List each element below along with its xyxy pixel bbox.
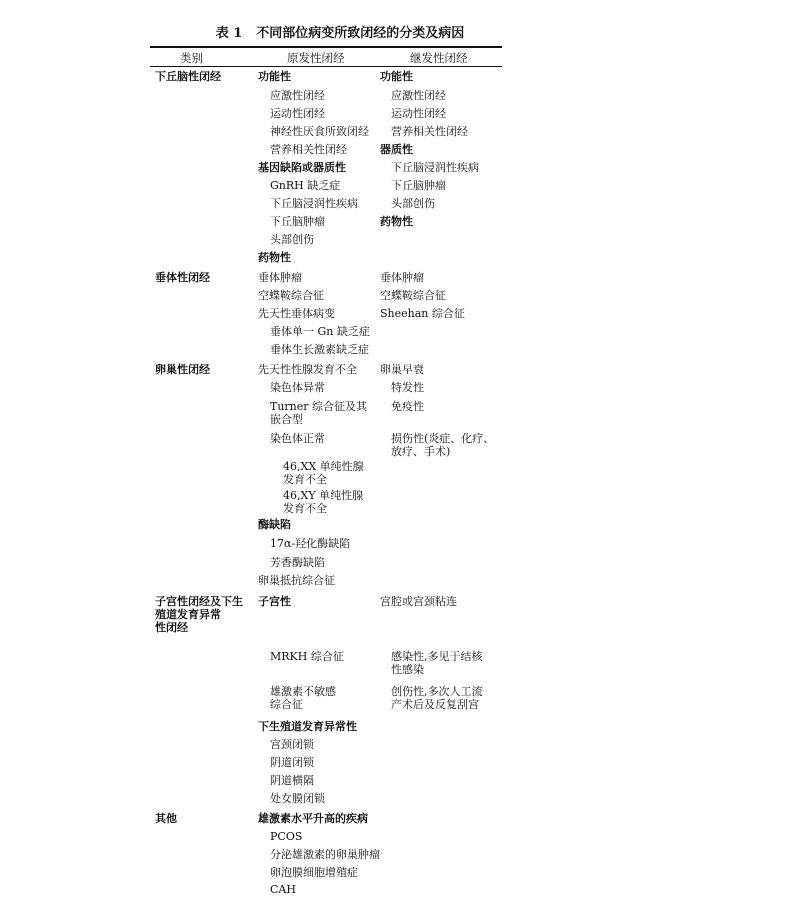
primary-cell: 宫颈闭锁 (270, 738, 314, 751)
primary-cell: 垂体肿瘤 (258, 271, 302, 284)
secondary-cell: 药物性 (380, 215, 413, 228)
primary-cell: 先天性垂体病变 (258, 307, 335, 320)
table-number: 表 1 (215, 26, 243, 41)
table-title (0, 22, 680, 41)
primary-cell: 分泌雄激素的卵巢肿瘤 (270, 848, 380, 861)
secondary-cell: 下丘脑浸润性疾病 (391, 161, 479, 174)
primary-cell: 功能性 (258, 70, 291, 83)
primary-cell: MRKH 综合征 (270, 650, 344, 663)
table-caption: 不同部位病变所致闭经的分类及病因 (256, 26, 465, 41)
primary-cell: 雄激素水平升高的疾病 (258, 812, 368, 825)
primary-cell: 运动性闭经 (270, 107, 325, 120)
secondary-cell: 损伤性(炎症、化疗、 放疗、手术) (391, 432, 495, 458)
primary-cell: 应激性闭经 (270, 89, 325, 102)
primary-cell: 芳香酶缺陷 (270, 556, 325, 569)
category-cell: 卵巢性闭经 (155, 363, 210, 376)
secondary-cell: 宫腔或宫颈粘连 (380, 595, 457, 608)
primary-cell: 营养相关性闭经 (270, 143, 347, 156)
secondary-cell: 器质性 (380, 143, 413, 156)
category-cell: 子宫性闭经及下生 殖道发育异常 性闭经 (155, 595, 243, 634)
primary-cell: 17α-羟化酶缺陷 (270, 537, 351, 550)
category-cell: 垂体性闭经 (155, 271, 210, 284)
primary-cell: CAH (270, 883, 296, 896)
primary-cell: 染色体正常 (270, 432, 325, 445)
category-cell: 下丘脑性闭经 (155, 70, 221, 83)
primary-cell: 药物性 (258, 251, 291, 264)
primary-cell: PCOS (270, 830, 303, 843)
primary-cell: 染色体异常 (270, 381, 325, 394)
primary-cell: 阴道横隔 (270, 774, 314, 787)
header-rule (150, 66, 502, 67)
primary-cell: GnRH 缺乏症 (270, 179, 341, 192)
secondary-cell: 垂体肿瘤 (380, 271, 424, 284)
secondary-cell: 卵巢早衰 (380, 363, 424, 376)
primary-cell: 46,XY 单纯性腺 发育不全 (283, 489, 364, 515)
top-rule (150, 46, 502, 48)
primary-cell: 垂体生长激素缺乏症 (270, 343, 369, 356)
secondary-cell: 头部创伤 (391, 197, 435, 210)
secondary-cell: 下丘脑肿瘤 (391, 179, 446, 192)
secondary-cell: 运动性闭经 (391, 107, 446, 120)
secondary-cell: 应激性闭经 (391, 89, 446, 102)
secondary-cell: 营养相关性闭经 (391, 125, 468, 138)
secondary-cell: 空蝶鞍综合征 (380, 289, 446, 302)
secondary-cell: 感染性,多见于结核 性感染 (391, 650, 483, 676)
secondary-cell: 特发性 (391, 381, 424, 394)
secondary-cell: 功能性 (380, 70, 413, 83)
primary-cell: 下生殖道发育异常性 (258, 720, 357, 733)
secondary-cell: Sheehan 综合征 (380, 307, 465, 320)
primary-cell: 卵泡膜细胞增殖症 (270, 866, 358, 879)
primary-cell: 46,XX 单纯性腺 发育不全 (283, 460, 364, 486)
primary-cell: 处女膜闭锁 (270, 792, 325, 805)
primary-cell: Turner 综合征及其 嵌合型 (270, 400, 368, 426)
primary-cell: 空蝶鞍综合征 (258, 289, 324, 302)
primary-cell: 先天性性腺发育不全 (258, 363, 357, 376)
header-primary: 原发性闭经 (287, 51, 345, 65)
primary-cell: 下丘脑肿瘤 (270, 215, 325, 228)
category-cell: 其他 (155, 812, 177, 825)
primary-cell: 卵巢抵抗综合征 (258, 574, 335, 587)
primary-cell: 头部创伤 (270, 233, 314, 246)
primary-cell: 子宫性 (258, 595, 291, 608)
primary-cell: 基因缺陷或器质性 (258, 161, 346, 174)
primary-cell: 阴道闭锁 (270, 756, 314, 769)
primary-cell: 雄激素不敏感 综合征 (270, 685, 336, 711)
header-category: 类别 (180, 51, 203, 65)
primary-cell: 垂体单一 Gn 缺乏症 (270, 325, 370, 338)
primary-cell: 神经性厌食所致闭经 (270, 125, 369, 138)
secondary-cell: 免疫性 (391, 400, 424, 413)
primary-cell: 酶缺陷 (258, 518, 291, 531)
secondary-cell: 创伤性,多次人工流 产术后及反复刮宫 (391, 685, 483, 711)
primary-cell: 下丘脑浸润性疾病 (270, 197, 358, 210)
header-secondary: 继发性闭经 (410, 51, 468, 65)
